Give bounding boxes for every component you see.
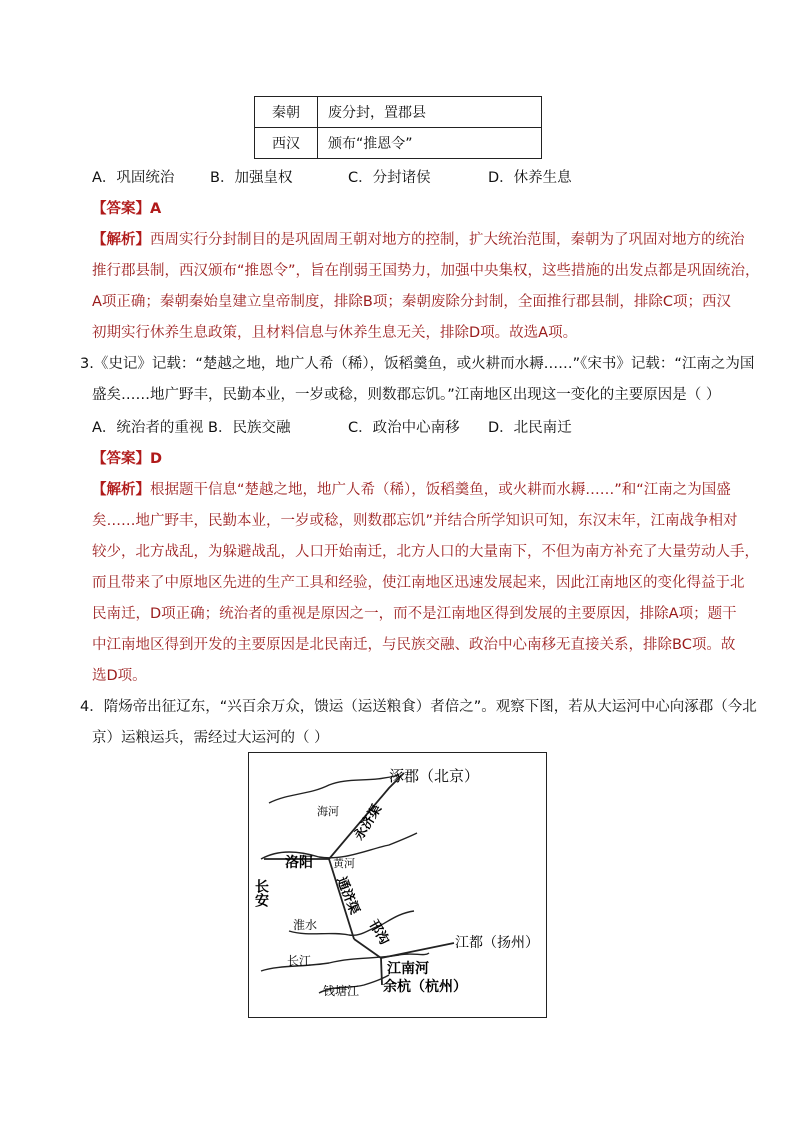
label-changjiang: 长江 xyxy=(287,954,312,968)
q2-analysis-line-1 xyxy=(92,230,745,250)
table-cell: 废分封，置郡县 xyxy=(318,97,542,128)
q3-stem-line-1: 3.《史记》记载：“楚越之地，地广人希（稀），饭稻羹鱼，或火耕而水耨……”《宋书》记载：“江南之为国 xyxy=(80,356,755,372)
option-a: A．巩固统治 xyxy=(92,170,175,186)
label-huanghe: 黄河 xyxy=(333,857,355,870)
option-a: A．统治者的重视 xyxy=(92,420,204,436)
dynasty-policy-table xyxy=(254,96,542,159)
option-b: B．加强皇权 xyxy=(210,170,293,186)
table-cell: 秦朝 xyxy=(255,97,318,128)
label-hangou: 邗沟 xyxy=(365,917,392,948)
label-yongjiqu: 永济渠 xyxy=(351,802,386,844)
table-row xyxy=(255,97,542,128)
table-row xyxy=(255,128,542,159)
label-tongjiqu: 通济渠 xyxy=(333,874,362,917)
option-d: D．北民南迁 xyxy=(488,420,572,436)
q3-options xyxy=(0,416,794,438)
q3-analysis-line-1 xyxy=(92,480,731,500)
q2-answer xyxy=(92,199,161,219)
q3-analysis-line-5: 民南迁，D项正确；统治者的重视是原因之一，而不是江南地区得到发展的主要原因，排除A项；题干 xyxy=(92,606,737,622)
label-luoyang: 洛阳 xyxy=(285,855,313,871)
answer-value: A xyxy=(150,201,162,217)
analysis-text: 西周实行分封制目的是巩固周王朝对地方的控制，扩大统治范围，秦朝为了巩固对地方的统治 xyxy=(150,232,745,248)
table-cell: 西汉 xyxy=(255,128,318,159)
q3-analysis-line-7: 选D项。 xyxy=(92,668,147,684)
q4-stem-line-1: 4．隋炀帝出征辽东，“兴百余万众，馈运（运送粮食）者倍之”。观察下图，若从大运河中心向涿郡（今北 xyxy=(80,699,757,715)
label-huaishui: 淮水 xyxy=(293,918,318,932)
map-svg xyxy=(249,753,546,1017)
jiangdu-branch xyxy=(381,943,454,958)
label-qiantangjiang: 钱塘江 xyxy=(323,984,360,998)
analysis-label: 【解析】 xyxy=(92,482,150,498)
q3-stem-line-2: 盛矣……地广野丰，民勤本业，一岁或稔，则数郡忘饥。”江南地区出现这一变化的主要原因是（ ） xyxy=(92,387,721,403)
label-zhuojun: 涿郡（北京） xyxy=(389,767,480,785)
label-jiangnanhe: 江南河 xyxy=(387,961,429,977)
table-cell: 颁布“推恩令” xyxy=(318,128,542,159)
grand-canal-map xyxy=(248,752,547,1018)
q3-analysis-line-6: 中江南地区得到开发的主要原因是北民南迁，与民族交融、政治中心南移无直接关系，排除BC项。故 xyxy=(92,637,736,653)
label-yuhang: 余杭（杭州） xyxy=(383,979,467,995)
option-c: C．分封诸侯 xyxy=(348,170,431,186)
answer-label: 【答案】 xyxy=(92,451,150,467)
jiangnanhe-canal xyxy=(381,958,382,985)
answer-label: 【答案】 xyxy=(92,201,150,217)
option-c: C．政治中心南移 xyxy=(348,420,460,436)
label-jiangdu: 江都（扬州） xyxy=(455,935,539,951)
q3-answer xyxy=(92,449,162,469)
q2-analysis-line-4: 初期实行休养生息政策，且材料信息与休养生息无关，排除D项。故选A项。 xyxy=(92,325,578,341)
analysis-label: 【解析】 xyxy=(92,232,150,248)
q3-analysis-line-2: 矣……地广野丰，民勤本业，一岁或稔，则数郡忘饥”并结合所学知识可知，东汉末年，江南战争相对 xyxy=(92,513,738,529)
q2-analysis-line-2: 推行郡县制，西汉颁布“推恩令”，旨在削弱王国势力，加强中央集权，这些措施的出发点都是巩固统治， xyxy=(92,263,760,279)
label-haihe: 海河 xyxy=(317,805,339,818)
label-changan: 长安 xyxy=(253,879,269,907)
answer-value: D xyxy=(150,451,163,467)
option-d: D．休养生息 xyxy=(488,170,572,186)
analysis-text: 根据题干信息“楚越之地，地广人希（稀），饭稻羹鱼，或火耕而水耨……”和“江南之为国盛 xyxy=(150,482,731,498)
q2-analysis-line-3: A项正确；秦朝秦始皇建立皇帝制度，排除B项；秦朝废除分封制，全面推行郡县制，排除C项；西汉 xyxy=(92,294,731,310)
q2-options xyxy=(0,166,794,188)
option-b: B．民族交融 xyxy=(208,420,291,436)
q3-analysis-line-4: 而且带来了中原地区先进的生产工具和经验，使江南地区迅速发展起来，因此江南地区的变化得益于北 xyxy=(92,575,745,591)
q4-stem-line-2: 京）运粮运兵，需经过大运河的（ ） xyxy=(92,730,329,746)
q3-analysis-line-3: 较少，北方战乱，为躲避战乱，人口开始南迁，北方人口的大量南下，不但为南方补充了大量劳动人手， xyxy=(92,544,759,560)
